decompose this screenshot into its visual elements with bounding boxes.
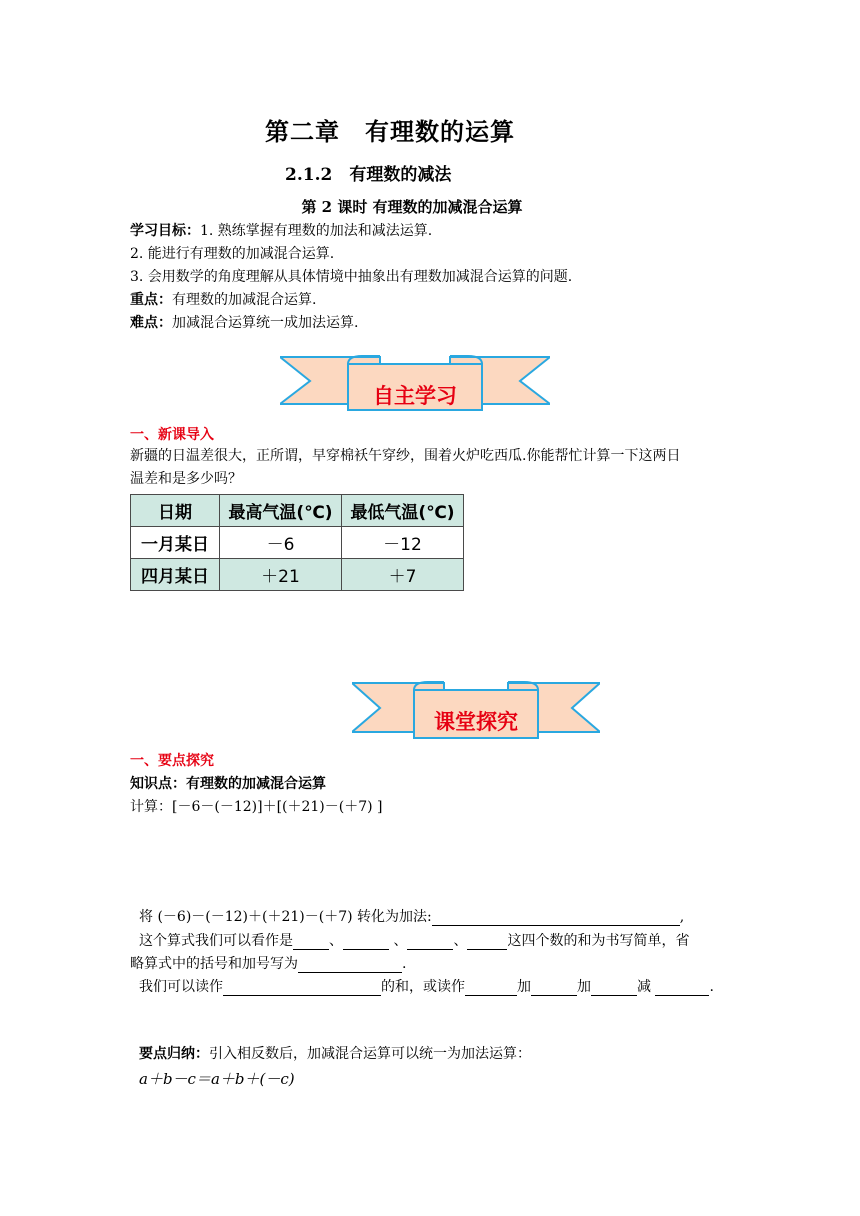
table-row xyxy=(131,527,464,559)
answer-blank[interactable] xyxy=(223,981,381,996)
table-header-high: 最高气温(℃) xyxy=(220,495,342,527)
answer-blank[interactable] xyxy=(531,981,577,996)
table-header-low: 最低气温(℃) xyxy=(342,495,464,527)
table-row xyxy=(131,559,464,591)
difficulty-text: 加减混合运算统一成加法运算. xyxy=(172,315,359,331)
answer-blank[interactable] xyxy=(465,981,517,996)
read-text-2: 的和，或读作 xyxy=(381,979,465,995)
table-cell-high: －6 xyxy=(220,527,342,559)
answer-blank[interactable] xyxy=(293,935,329,950)
banner-label-1: 自主学习 xyxy=(373,384,457,408)
terms-text: 这个算式我们可以看作是 xyxy=(139,933,293,949)
answer-blank[interactable] xyxy=(407,935,453,950)
key-point-text: 有理数的加减混合运算. xyxy=(172,292,317,308)
goal-3: 3. 会用数学的角度理解从具体情境中抽象出有理数加减混合运算的问题. xyxy=(130,269,573,285)
omit-text: 略算式中的括号和加号写为 xyxy=(130,956,298,972)
goals-line1 xyxy=(130,220,432,240)
convert-line xyxy=(139,906,684,926)
terms-text-2: 这四个数的和为书写简单，省 xyxy=(507,933,690,949)
part1-heading: 一、新课导入 xyxy=(130,427,214,443)
key-point xyxy=(130,289,316,309)
part1-paragraph-line1: 新疆的日温差很大，正所谓，早穿棉袄午穿纱，围着火炉吃西瓜.你能帮忙计算一下这两日 xyxy=(130,448,681,464)
convert-text: 将 (－6)－(－12)＋(＋21)－(＋7) 转化为加法: xyxy=(139,909,432,925)
separator: 、 xyxy=(389,933,408,949)
goal-2: 2. 能进行有理数的加减混合运算. xyxy=(130,246,335,262)
answer-blank[interactable] xyxy=(432,911,680,926)
key-point-label: 重点： xyxy=(130,292,172,308)
summary-line xyxy=(139,1043,531,1063)
add-word: 加 xyxy=(517,979,531,995)
summary-formula: a＋b－c＝a＋b＋(－c) xyxy=(139,1070,295,1088)
read-line xyxy=(139,976,714,996)
table-header-date: 日期 xyxy=(131,495,220,527)
answer-blank[interactable] xyxy=(591,981,637,996)
terms-line xyxy=(139,930,689,950)
lesson-title: 第 2 课时 有理数的加减混合运算 xyxy=(301,198,523,216)
difficulty xyxy=(130,312,358,332)
knowledge-point: 知识点：有理数的加减混合运算 xyxy=(130,776,326,792)
separator: 、 xyxy=(453,933,468,949)
answer-blank[interactable] xyxy=(655,981,709,996)
table-cell-date: 一月某日 xyxy=(131,527,220,559)
part2-heading: 一、要点探究 xyxy=(130,753,214,769)
calc-expression: 计算：[－6－(－12)]＋[(＋21)－(＋7) ] xyxy=(130,799,383,815)
period: . xyxy=(402,956,407,972)
banner-label-2: 课堂探究 xyxy=(434,710,518,734)
difficulty-label: 难点： xyxy=(130,315,172,331)
chapter-title: 第二章 有理数的运算 xyxy=(265,117,515,146)
omit-line xyxy=(130,953,406,973)
add-word: 加 xyxy=(577,979,591,995)
separator: 、 xyxy=(329,933,343,949)
temperature-table xyxy=(130,494,464,591)
table-cell-low: ＋7 xyxy=(342,559,464,591)
period: . xyxy=(709,979,714,995)
read-text: 我们可以读作 xyxy=(139,979,223,995)
part1-paragraph-line2: 温差和是多少吗？ xyxy=(130,471,242,487)
table-cell-date: 四月某日 xyxy=(131,559,220,591)
answer-blank[interactable] xyxy=(467,935,507,950)
table-cell-low: －12 xyxy=(342,527,464,559)
table-cell-high: ＋21 xyxy=(220,559,342,591)
goal-1: 1. 熟练掌握有理数的加法和减法运算. xyxy=(200,223,433,239)
subtract-word: 减 xyxy=(637,979,651,995)
summary-label: 要点归纳： xyxy=(139,1046,209,1062)
answer-blank[interactable] xyxy=(298,958,402,973)
table-header-row xyxy=(131,495,464,527)
comma: , xyxy=(679,909,685,925)
section-title: 2.1.2 有理数的减法 xyxy=(285,165,452,185)
summary-text: 引入相反数后，加减混合运算可以统一为加法运算： xyxy=(209,1046,531,1062)
answer-blank[interactable] xyxy=(343,935,389,950)
goals-label: 学习目标： xyxy=(130,223,200,239)
